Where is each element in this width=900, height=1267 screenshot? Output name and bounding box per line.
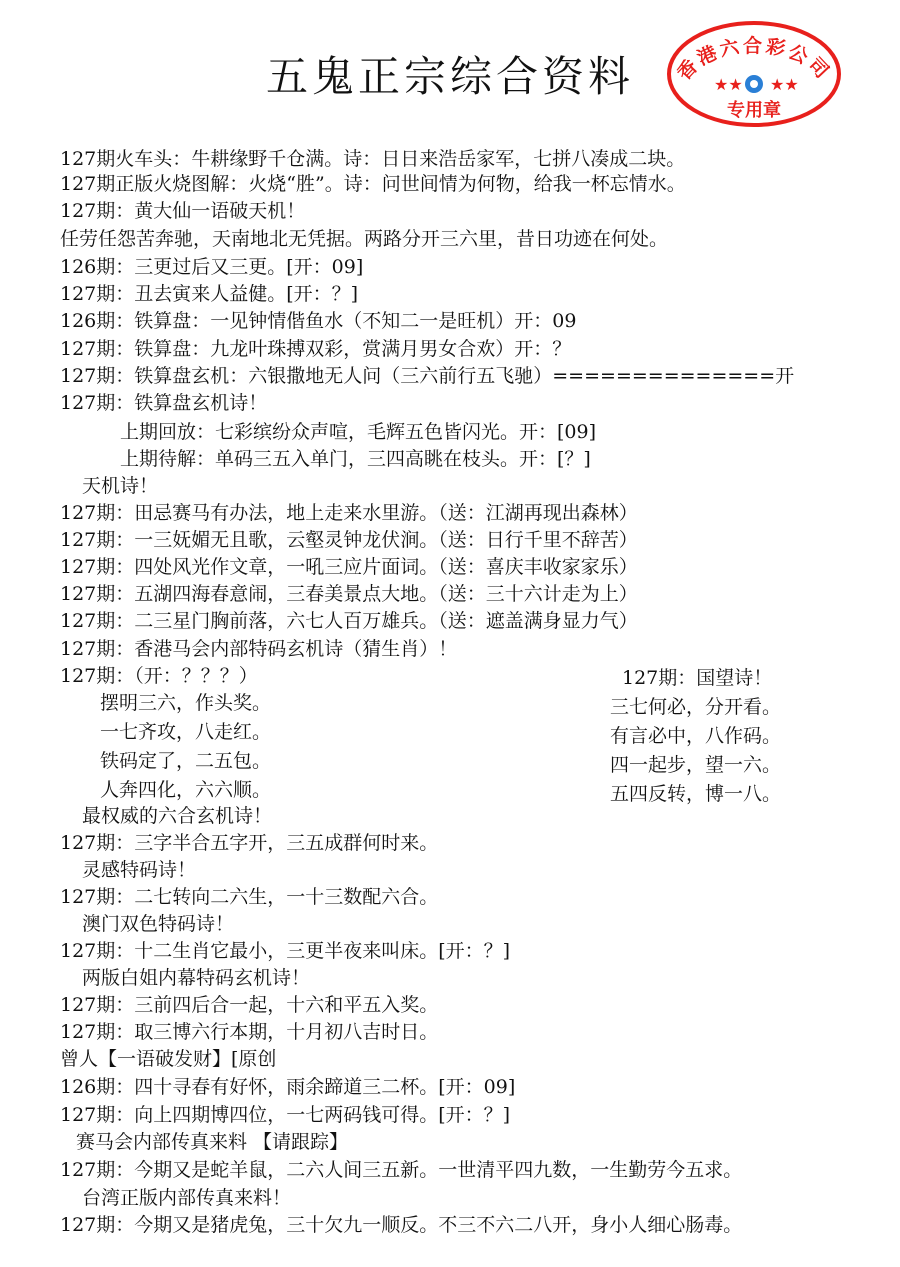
text-line: 127期：一三妩媚无且歌，云壑灵钟龙伏涧。（送：日行千里不辞苦） xyxy=(60,529,638,551)
page-title: 五鬼正宗综合资料 xyxy=(265,52,634,101)
section-heading: 澳门双色特码诗！ xyxy=(82,913,235,935)
poem-line: 有言必中，八作码。 xyxy=(610,725,782,747)
text-line: 127期：三字半合五字开，三五成群何时来。 xyxy=(60,832,439,854)
text-line: 127期：田忌赛马有办法，地上走来水里游。（送：江湖再现出森林） xyxy=(60,502,638,524)
text-line: 126期：铁算盘：一见钟情偕鱼水（不知二一是旺机）开：09 xyxy=(60,310,577,332)
section-heading: 赛马会内部传真来料 【请跟踪】 xyxy=(76,1131,349,1153)
poem-line: 一七齐攻，八走红。 xyxy=(100,721,272,743)
text-line: 127期：二三星门胸前落，六七人百万雄兵。（送：遮盖满身显力气） xyxy=(60,610,638,632)
poem-line: 四一起步，望一六。 xyxy=(610,754,782,776)
text-line: 127期：五湖四海春意闹，三春美景点大地。（送：三十六计走为上） xyxy=(60,583,638,605)
text-line: 127期火车头：牛耕缘野千仓满。诗：日日来浩岳家军，七拼八凑成二块。 xyxy=(60,148,686,170)
left-poem xyxy=(100,689,271,805)
flower-icon xyxy=(745,75,763,93)
poem-line: 摆明三六，作头奖。 xyxy=(100,692,272,714)
section-heading: 台湾正版内部传真来料！ xyxy=(82,1187,292,1209)
text-line: 任劳任怨苦奔驰，天南地北无凭据。两路分开三六里，昔日功迹在何处。 xyxy=(60,228,669,250)
poem-line: 三七何必，分开看。 xyxy=(610,696,782,718)
poem-line: 五四反转，博一八。 xyxy=(610,783,782,805)
section-heading: 最权威的六合玄机诗！ xyxy=(82,805,273,827)
seal-bottom-text: 专用章 xyxy=(727,100,781,120)
text-line: 127期：今期又是猪虎兔，三十欠九一顺反。不三不六二八开，身小人细心肠毒。 xyxy=(60,1214,743,1236)
section-heading: 两版白姐内幕特码玄机诗！ xyxy=(82,967,311,989)
text-line: 126期：三更过后又三更。[开：09] xyxy=(60,256,364,278)
text-line: 127期：取三博六行本期，十月初八吉时日。 xyxy=(60,1021,439,1043)
text-line: 上期回放：七彩缤纷众声喧，毛辉五色皆闪光。开：[09] xyxy=(120,421,597,443)
text-line: 127期：向上四期博四位，一七两码钱可得。[开：？] xyxy=(60,1104,511,1126)
text-line: 127期：香港马会内部特码玄机诗（猜生肖）！ xyxy=(60,638,458,660)
section-heading: 灵感特码诗！ xyxy=(82,859,197,881)
text-line: 127期：（开：？？？） xyxy=(60,665,258,687)
text-line: 127期：今期又是蛇羊鼠，二六人间三五新。一世清平四九数，一生勤劳今五求。 xyxy=(60,1159,743,1181)
text-line: 127期：黄大仙一语破天机！ xyxy=(60,200,306,222)
text-line: 126期：四十寻春有好怀，雨余蹄道三二杯。[开：09] xyxy=(60,1076,516,1098)
seal-top-text: 香港六合彩公司 xyxy=(673,35,835,85)
section-heading: 天机诗！ xyxy=(82,475,159,497)
text-line: 127期：铁算盘玄机：六银撒地无人问（三六前行五飞驰）==============开 xyxy=(60,365,795,387)
text-line: 127期正版火烧图解：火烧“胜”。诗：问世间情为何物，给我一杯忘情水。 xyxy=(60,173,686,195)
text-line: 127期：四处风光作文章，一吼三应片面词。（送：喜庆丰收家家乐） xyxy=(60,556,638,578)
text-line: 127期：铁算盘玄机诗！ xyxy=(60,392,268,414)
right-poem xyxy=(610,664,782,809)
text-line: 127期：三前四后合一起，十六和平五入奖。 xyxy=(60,994,439,1016)
poem-line: 铁码定了，二五包。 xyxy=(100,750,272,772)
right-poem-heading: 127期：国望诗！ xyxy=(622,667,773,689)
text-line: 上期待解：单码三五入单门，三四高眺在枝头。开：[？] xyxy=(120,448,591,470)
poem-line: 人奔四化，六六顺。 xyxy=(100,779,272,801)
svg-text:★★: ★★ xyxy=(770,75,799,94)
text-line: 曾人【一语破发财】[原创 xyxy=(60,1048,277,1070)
text-line: 127期：十二生肖它最小，三更半夜来叫床。[开：？] xyxy=(60,940,511,962)
text-line: 127期：铁算盘：九龙叶珠搏双彩，赏满月男女合欢）开：？ xyxy=(60,338,572,360)
text-line: 127期：丑去寅来人益健。[开：？] xyxy=(60,283,359,305)
text-line: 127期：二七转向二六生，一十三数配六合。 xyxy=(60,886,439,908)
company-seal xyxy=(666,20,842,128)
svg-text:★★: ★★ xyxy=(714,75,743,94)
